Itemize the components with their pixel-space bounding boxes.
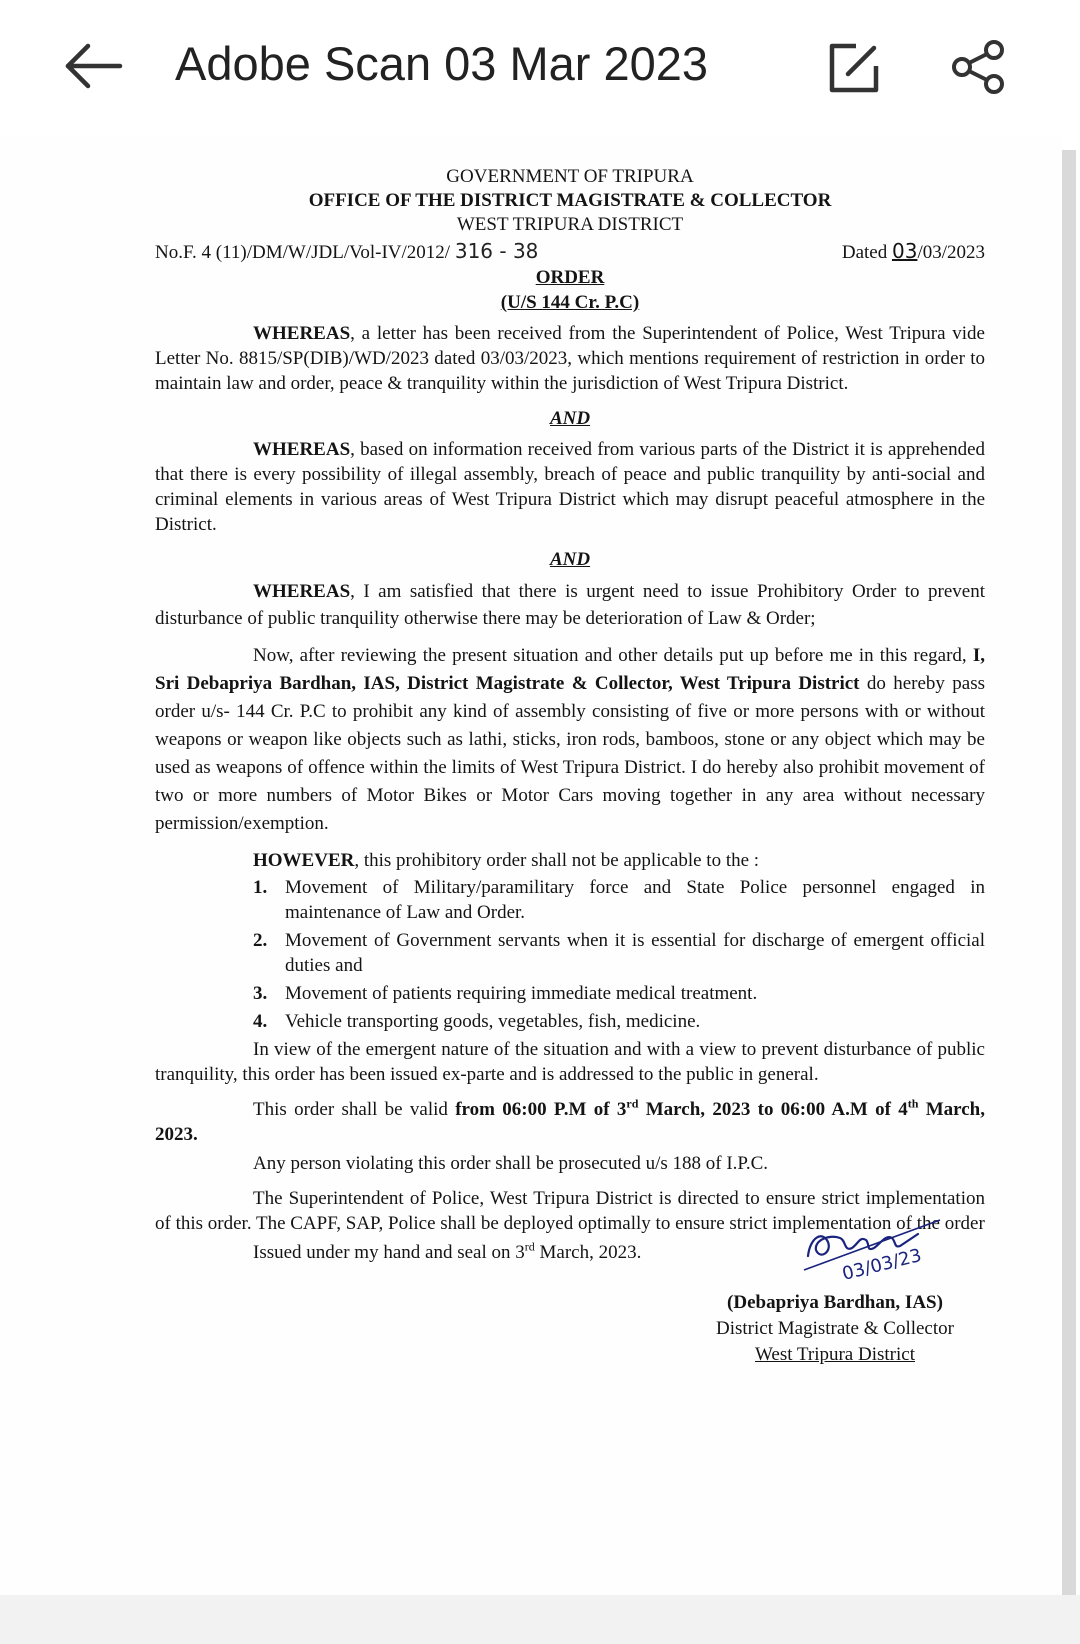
- reference-row: [155, 237, 985, 265]
- list-item: [253, 981, 985, 1006]
- however-line: [155, 848, 985, 873]
- list-number: 3.: [253, 983, 268, 1004]
- list-text: Movement of Military/paramilitary force and State Police personnel engaged in maintenance of Law and Order.: [285, 877, 985, 923]
- app-bar: [0, 0, 1080, 135]
- paragraph-1-text: , a letter has been received from the Superintendent of Police, West Tripura vide Letter No. 8815/SP(DIB)/WD/2023 dated 03/03/2023, which mentions requirement of restriction in order to maintain law and order, peace & tranquility within the jurisdiction of West Tripura District.: [155, 323, 985, 394]
- issued-text: Issued under my hand and seal on 3: [253, 1242, 525, 1263]
- list-text: Movement of patients requiring immediate medical treatment.: [285, 983, 758, 1004]
- validity-end-text: March, 2023 to 06:00 A.M of 4: [638, 1099, 908, 1120]
- back-button[interactable]: [62, 38, 128, 94]
- issued-line: [253, 1240, 641, 1265]
- paragraph-4: [155, 642, 985, 838]
- handwritten-signature: [800, 1208, 950, 1288]
- signatory-district: West Tripura District: [755, 1344, 915, 1365]
- signature-date: 03/03/23: [840, 1244, 924, 1285]
- list-number: 4.: [253, 1011, 268, 1032]
- whereas-label: WHEREAS: [253, 439, 351, 460]
- dated-field: [842, 239, 985, 265]
- paragraph-8: The Superintendent of Police, West Tripura District is directed to ensure strict implementation of this order. The CAPF, SAP, Police shall be deployed optimally to ensure strict implementation of the order: [155, 1188, 985, 1234]
- and-separator-1: AND: [549, 408, 591, 429]
- arrow-left-icon: [62, 38, 128, 94]
- order-document: [155, 165, 985, 1380]
- dated-handwritten: 03: [891, 239, 918, 263]
- list-item: [253, 875, 985, 925]
- signatory-designation: District Magistrate & Collector: [716, 1318, 954, 1339]
- reference-text: No.F. 4 (11)/DM/W/JDL/Vol-IV/2012/: [155, 242, 451, 263]
- govt-heading: GOVERNMENT OF TRIPURA: [446, 166, 694, 187]
- dated-rest: /03/2023: [917, 242, 985, 263]
- scanned-page: [0, 135, 1062, 1595]
- whereas-label: WHEREAS: [253, 581, 351, 602]
- scrollbar[interactable]: [1062, 150, 1076, 1595]
- however-label: HOWEVER: [253, 850, 355, 871]
- ordinal-suffix: th: [907, 1096, 919, 1111]
- issued-date: March, 2023.: [534, 1242, 642, 1263]
- exemption-list: [253, 875, 985, 1034]
- signatory-name: (Debapriya Bardhan, IAS): [727, 1292, 943, 1313]
- ordinal-suffix: rd: [626, 1096, 639, 1111]
- dated-label: Dated: [841, 242, 888, 263]
- paragraph-6-text: This order shall be valid: [253, 1099, 456, 1120]
- share-icon: [950, 38, 1008, 96]
- paragraph-4-text: do hereby pass order u/s- 144 Cr. P.C to prohibit any kind of assembly consisting of five or more persons with or without weapons or weapon like objects such as lathi, sticks, iron rods, bamboos, stone or any object which may be used as weapons of offence within the limits of West Tripura District. I do hereby also prohibit movement of two or more numbers of Motor Bikes or Motor Cars moving together in any area without necessary permission/exemption.: [155, 673, 985, 834]
- paragraph-4-intro: Now, after reviewing the present situation and other details put up before me in this regard,: [253, 645, 973, 666]
- list-text: Movement of Government servants when it is essential for discharge of emergent official duties and: [285, 930, 985, 976]
- paragraph-4-authority: I, Sri Debapriya Bardhan, IAS, District Magistrate & Collector, West Tripura District: [155, 645, 985, 694]
- and-separator-2: AND: [549, 549, 591, 570]
- list-item: [253, 1009, 985, 1034]
- paragraph-7: Any person violating this order shall be prosecuted u/s 188 of I.P.C.: [253, 1153, 769, 1174]
- validity-start-text: from 06:00 P.M of 3: [455, 1099, 627, 1120]
- validity-year: March, 2023.: [155, 1099, 985, 1145]
- order-title: ORDER: [535, 267, 605, 288]
- document-title: Adobe Scan 03 Mar 2023: [175, 37, 709, 90]
- list-number: 1.: [253, 877, 268, 898]
- order-section: (U/S 144 Cr. P.C): [500, 292, 640, 313]
- district-heading: WEST TRIPURA DISTRICT: [456, 214, 684, 235]
- paragraph-1: [155, 321, 985, 396]
- edit-icon: [826, 40, 882, 96]
- paragraph-3: [155, 578, 985, 632]
- list-item: [253, 928, 985, 978]
- paragraph-2: [155, 437, 985, 537]
- paragraph-5: In view of the emergent nature of the situation and with a view to prevent disturbance of public tranquility, this order has been issued ex-parte and is addressed to the public in general.: [155, 1039, 985, 1085]
- edit-button[interactable]: [826, 40, 882, 96]
- share-button[interactable]: [950, 38, 1008, 96]
- paragraph-3-text: , I am satisfied that there is urgent need to issue Prohibitory Order to prevent disturbance of public tranquility otherwise there may be deterioration of Law & Order;: [155, 581, 985, 629]
- reference-handwritten: 316 - 38: [454, 239, 539, 263]
- signature-area: [155, 1240, 985, 1380]
- however-text: , this prohibitory order shall not be applicable to the :: [354, 850, 760, 871]
- list-text: Vehicle transporting goods, vegetables, fish, medicine.: [285, 1011, 701, 1032]
- reference-number: [155, 239, 538, 265]
- ordinal-suffix: rd: [524, 1239, 535, 1254]
- whereas-label: WHEREAS: [253, 323, 351, 344]
- bottom-strip: [0, 1595, 1080, 1644]
- paragraph-6: [155, 1097, 985, 1147]
- paragraph-2-text: , based on information received from various parts of the District it is apprehended that there is every possibility of illegal assembly, breach of peace and public tranquility by anti-social and criminal elements in various areas of West Tripura District which may disrupt peaceful atmosphere in the District.: [155, 439, 985, 535]
- office-heading: OFFICE OF THE DISTRICT MAGISTRATE & COLLECTOR: [308, 190, 832, 211]
- list-number: 2.: [253, 930, 268, 951]
